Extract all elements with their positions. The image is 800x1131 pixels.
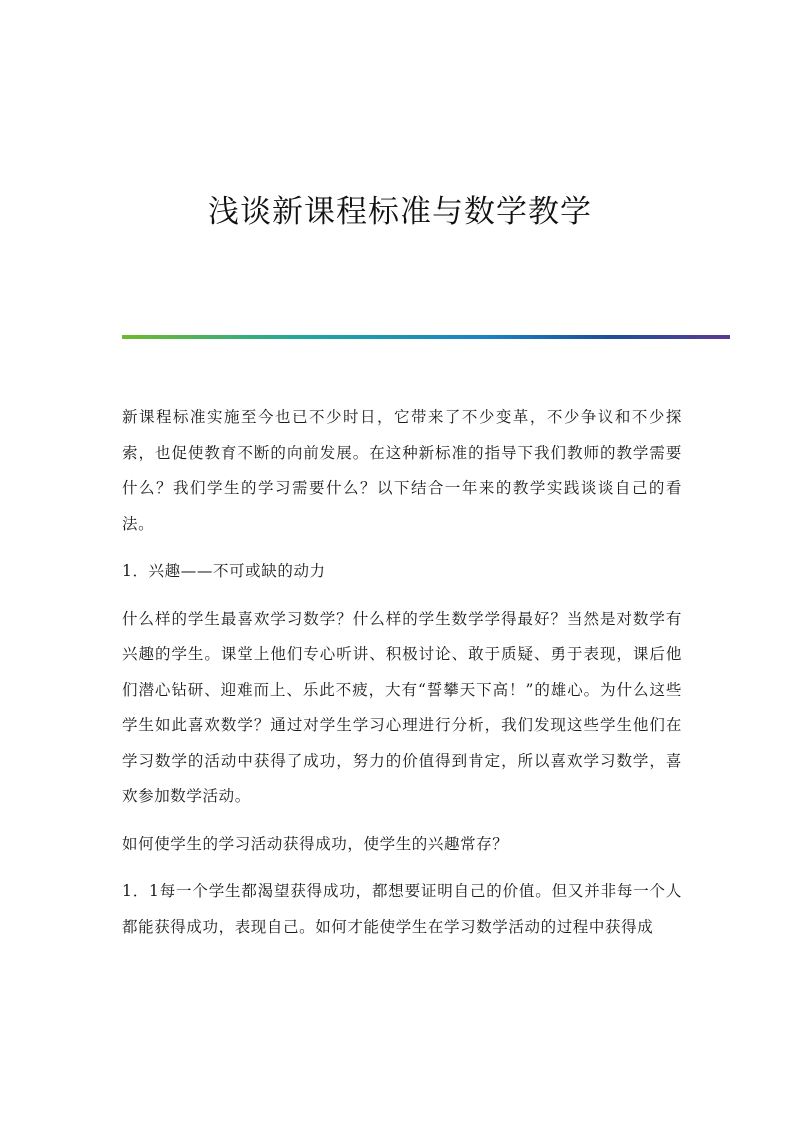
paragraph-intro: 新课程标准实施至今也已不少时日，它带来了不少变革，不少争议和不少探索，也促使教育不断的向前发展。在这种新标准的指导下我们教师的教学需要什么？我们学生的学习需要什么？以下结合一年来的教学实践谈谈自己的看法。	[122, 408, 682, 533]
title-divider-gradient	[122, 335, 730, 339]
paragraph-subsection-1-1: 1．1每一个学生都渴望获得成功，都想要证明自己的价值。但又并非每一个人都能获得成功，表现自己。如何才能使学生在学习数学活动的过程中获得成	[122, 882, 682, 936]
document-body	[122, 400, 682, 957]
document-title: 浅谈新课程标准与数学教学	[208, 194, 592, 230]
paragraph-interest: 什么样的学生最喜欢学习数学？什么样的学生数学学得最好？当然是对数学有兴趣的学生。课堂上他们专心听讲、积极讨论、敢于质疑、勇于表现，课后他们潜心钻研、迎难而上、乐此不疲，大有“誓攀天下高！”的雄心。为什么这些学生如此喜欢数学？通过对学生学习心理进行分析，我们发现这些学生他们在学习数学的活动中获得了成功，努力的价值得到肯定，所以喜欢学习数学，喜欢参加数学活动。	[122, 609, 682, 805]
section-heading-interest: 1．兴趣——不可或缺的动力	[122, 562, 326, 580]
paragraph-question: 如何使学生的学习活动获得成功，使学生的兴趣常存？	[122, 834, 509, 853]
